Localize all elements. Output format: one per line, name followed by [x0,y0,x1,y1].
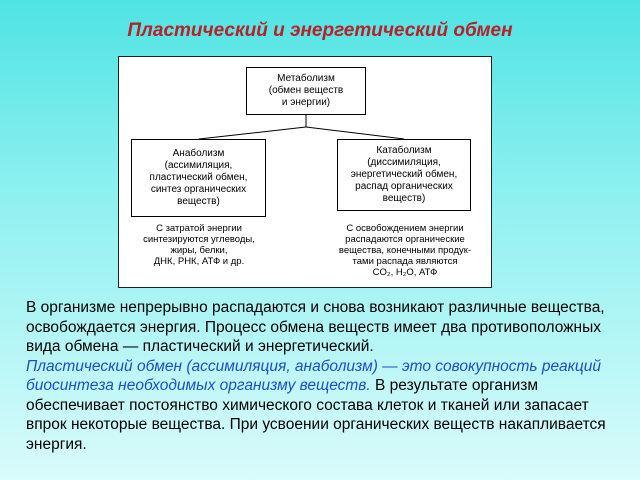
catabolism-note-line-2: распадаются органические [345,234,465,245]
metabolism-line-3: и энергии) [281,97,331,108]
anabolism-node [131,139,266,217]
anabolism-branch-line [199,127,306,139]
anabolism-note-line-3: жиры, белки, [170,245,228,256]
anabolism-line-3: пластический обмен, [149,172,248,183]
plastic-metabolism-definition: Пластический обмен (ассимиляция, анаболизм) — это совокупность реакций биосинтеза необходимых организму веществ. [26,357,601,394]
metabolism-line-1: Метаболизм [277,73,335,84]
catabolism-branch-line [306,127,404,139]
anabolism-note-line-4: ДНК, РНК, АТФ и др. [153,256,245,267]
anabolism-note-line-2: синтезируются углеводы, [143,234,255,245]
metabolism-line-2: (обмен веществ [268,85,344,96]
anabolism-line-2: (ассимиляция, [164,160,233,171]
catabolism-note-line-1: С освобождением энергии [346,223,464,234]
catabolism-line-3: энергетический обмен, [350,169,458,180]
catabolism-line-4: распад органических [355,181,453,192]
anabolism-note-line-1: С затратой энергии [156,223,242,234]
anabolism-line-5: веществ) [177,196,220,207]
catabolism-line-2: (диссимиляция, [367,157,441,168]
intro-paragraph: В организме непрерывно распадаются и снова возникают различные вещества, освобождается энергия. Процесс обмена веществ имеет два противоположных вида обмена — пластический и энергетический. [26,299,605,355]
anabolism-note [129,223,269,267]
anabolism-line-1: Анаболизм [172,148,225,159]
catabolism-note [327,223,483,278]
catabolism-node [337,139,471,211]
catabolism-line-5: веществ) [382,193,426,204]
catabolism-note-line-3: вещества, конечными продук- [338,245,472,256]
definition-paragraph [26,357,616,455]
catabolism-note-products: CO₂, H₂O, АТФ [372,267,438,278]
metabolism-node [246,67,366,115]
anabolism-line-4: синтез органических [150,184,247,195]
slide-title: Пластический и энергетический обмен [127,20,513,41]
metabolism-diagram [118,56,492,288]
body-text [26,298,616,454]
catabolism-line-1: Катаболизм [376,145,432,156]
result-text: В результате организм обеспечивает постоянство химического состава клеток и тканей или запасает впрок некоторые вещества. При усвоении органических веществ накапливается энергия. [26,377,606,453]
catabolism-note-line-4: тами распада являются [352,256,458,267]
